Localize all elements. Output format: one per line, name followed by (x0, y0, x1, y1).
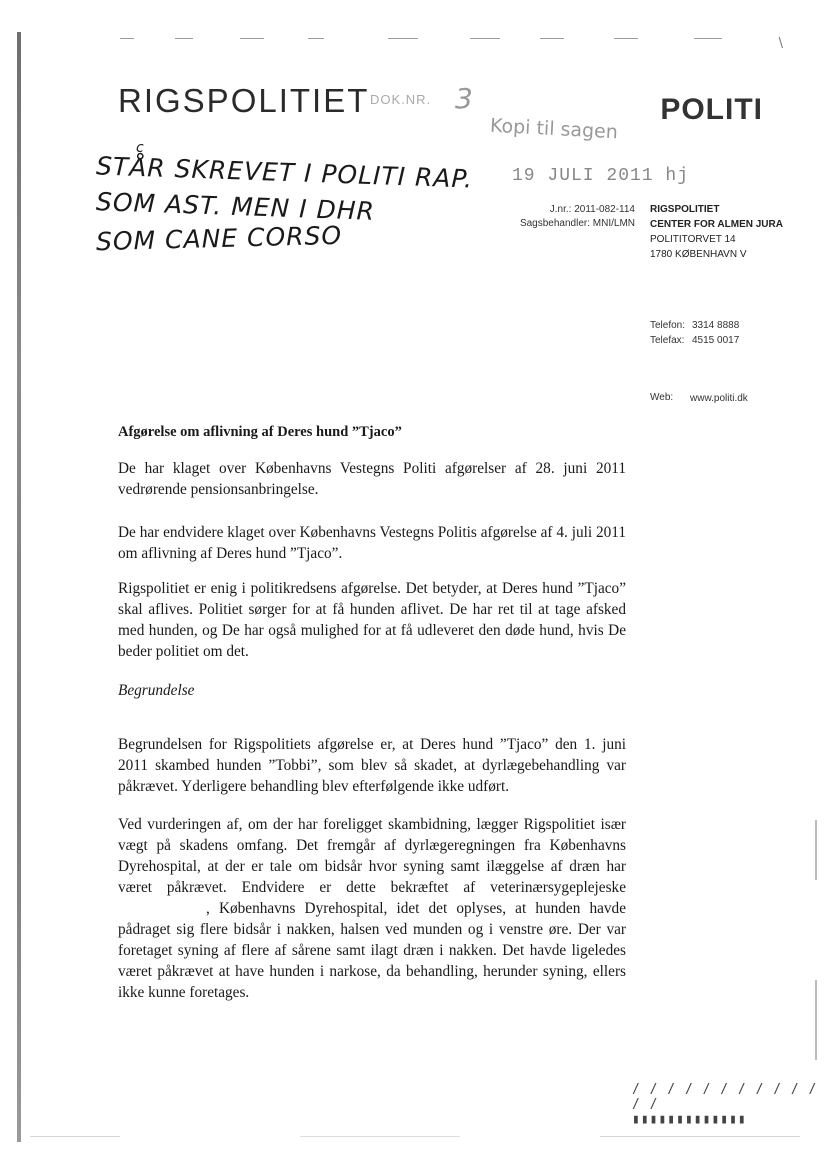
journal-number: J.nr.: 2011-082-114 (549, 204, 635, 215)
body-paragraph: De har klaget over Københavns Vestegns Politi afgørelser af 28. juni 2011 vedrørende pensionsanbringelse. (118, 460, 626, 498)
scan-edge-shadow (17, 32, 21, 1142)
address-line: POLITITORVET 14 (650, 234, 736, 245)
scan-edge-right (815, 980, 817, 1060)
barcode-top-row: / / / / / / / / / / / / / (632, 1082, 818, 1112)
scan-dash (300, 1136, 460, 1137)
handwritten-note-line: SOM CANE CORSO (95, 220, 343, 257)
handwritten-note-line: SOM AST. MEN I DHR (95, 187, 376, 226)
scan-dash (614, 38, 638, 39)
barcode (632, 1082, 825, 1127)
scan-dash (120, 38, 134, 39)
scan-dash (388, 38, 418, 39)
address-line: CENTER FOR ALMEN JURA (650, 219, 783, 230)
fax-label: Telefax: (650, 335, 685, 346)
copy-stamp: Kopi til sagen (489, 114, 619, 144)
scan-dash (30, 1136, 120, 1137)
doc-number-stamp-label: DOK.NR. (370, 92, 432, 107)
address-line: 1780 KØBENHAVN V (650, 249, 747, 260)
corner-tick: \ (778, 36, 783, 51)
doc-number-stamp-value: 3 (455, 82, 473, 115)
section-heading: Begrundelse (118, 682, 195, 699)
handwritten-note-line: STÅR SKREVET I POLITI RAP. (95, 151, 474, 194)
body-paragraph: De har endvidere klaget over Københavns Vestegns Politis afgørelse af 4. juli 2011 om aflivning af Deres hund ”Tjaco”. (118, 524, 626, 562)
barcode-bottom-row: ▮▮▮▮▮▮▮▮▮▮▮▮▮ (632, 1112, 747, 1127)
scan-dash (175, 38, 193, 39)
letter-subject: Afgørelse om aflivning af Deres hund ”Tjaco” (118, 424, 402, 440)
scan-dash (240, 38, 264, 39)
politi-logo: POLITI (660, 93, 763, 126)
address-line: RIGSPOLITIET (650, 204, 720, 215)
scan-dash (540, 38, 564, 39)
web-link[interactable]: www.politi.dk (690, 393, 748, 404)
body-paragraph: Begrundelsen for Rigspolitiets afgørelse er, at Deres hund ”Tjaco” den 1. juni 2011 skambed hunden ”Tobbi”, som blev så skadet, at dyrlægebehandling var påkrævet. Yderligere behandling blev efterfølgende ikke udført. (118, 736, 626, 795)
fax-value: 4515 0017 (692, 335, 740, 346)
handwritten-mark: c (136, 140, 145, 156)
agency-name: RIGSPOLITIET (118, 82, 370, 119)
phone-value: 3314 8888 (692, 320, 740, 331)
paragraph-part: Ved vurderingen af, om der har foreligget skambidning, lægger Rigspolitiet især vægt på skadens omfang. Det fremgår af dyrlægeregningen fra Københavns Dyrehospital, at der er tale om bidsår hvor syning samt ilæggelse af dræn har været påkrævet. Endvidere er dette bekræftet af veterinærsygeplejeske (118, 816, 626, 896)
scan-dash (308, 38, 324, 39)
case-handler: Sagsbehandler: MNI/LMN (519, 218, 635, 229)
scan-dash (600, 1136, 800, 1137)
body-paragraph: Rigspolitiet er enig i politikredsens afgørelse. Det betyder, at Deres hund ”Tjaco” skal aflives. Politiet sørger for at få hunden aflivet. De har ret til at tage afsked med hunden, og De har også mulighed for at få udleveret den døde hund, hvis De beder politiet om det. (118, 580, 626, 660)
scan-dash (470, 38, 500, 39)
web-label: Web: (650, 392, 674, 403)
scan-dash (694, 38, 722, 39)
scan-edge-right (815, 820, 817, 880)
date-stamp: 19 JULI 2011 hj (512, 166, 690, 186)
paragraph-part: , Københavns Dyrehospital, idet det oplyses, at hunden havde pådraget sig flere bidsår i nakken, halsen ved munden og i venstre øre. Der var foretaget syning af flere af sårene samt ilagt dræn i nakken. Det havde ligeledes været påkrævet at have hunden i narkose, da behandling, herunder syning, ellers ikke kunne foretages. (118, 900, 626, 1001)
phone-label: Telefon: (650, 320, 686, 331)
body-paragraph (118, 814, 626, 1003)
